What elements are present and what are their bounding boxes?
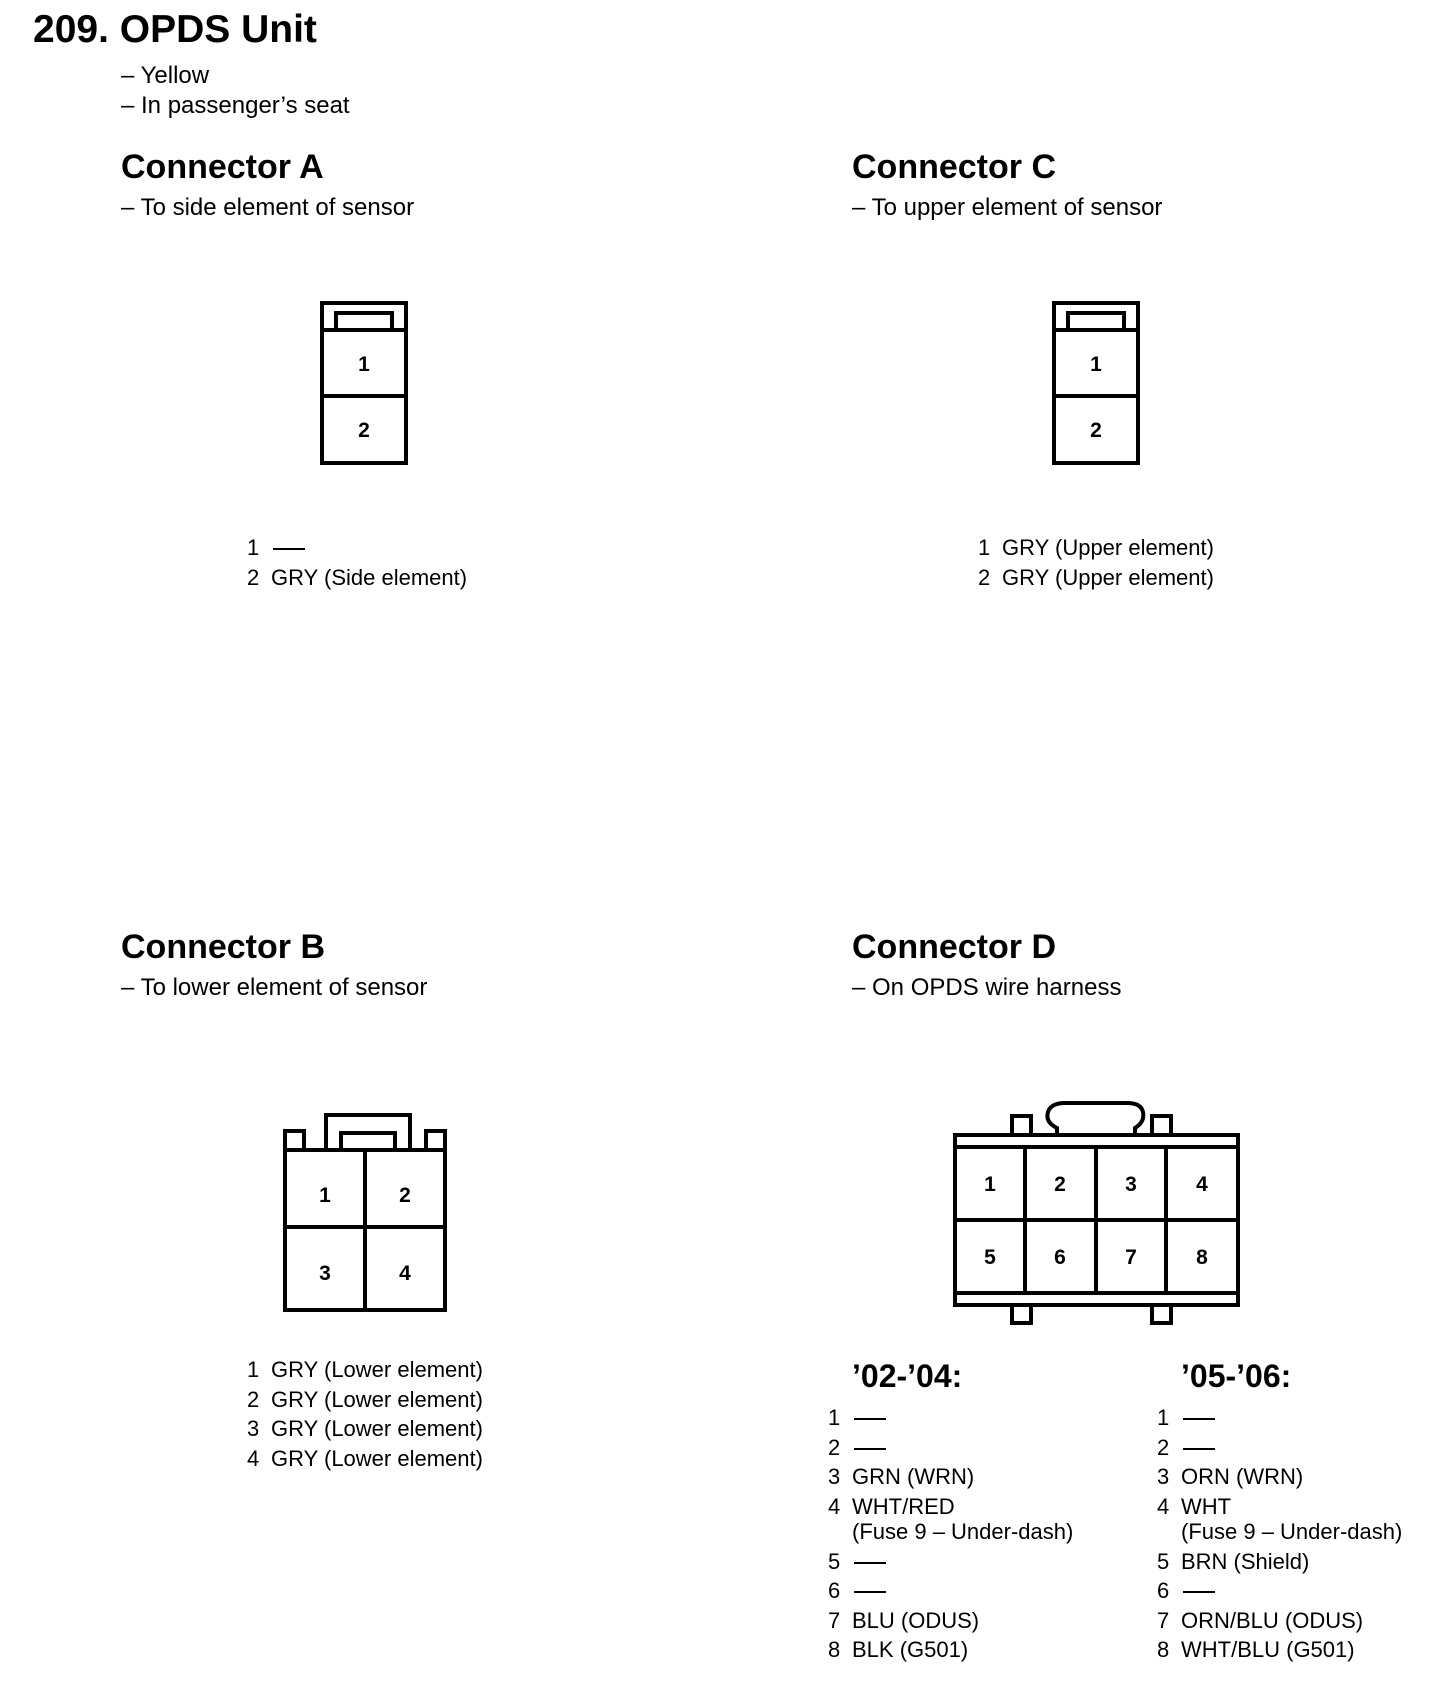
connector-c-subtitle: – To upper element of sensor — [852, 194, 1163, 221]
connector-d-latch — [1047, 1103, 1143, 1135]
pin-number: 1 — [828, 1405, 841, 1430]
pin-number: 3 — [1157, 1464, 1170, 1489]
pin-row — [828, 1635, 1073, 1665]
pin-row — [247, 1444, 483, 1474]
connector-d-bottom-left-tab — [1012, 1305, 1031, 1323]
connector-b-left-tab — [285, 1131, 304, 1150]
pin-wire: GRY (Upper element) — [1002, 564, 1214, 590]
pin-wire: GRY (Lower element) — [271, 1445, 483, 1471]
pin-wire: WHT — [1181, 1493, 1232, 1519]
pin-row — [247, 1385, 483, 1415]
page-title: 209. OPDS Unit — [33, 8, 317, 51]
pin-wire: BRN (Shield) — [1181, 1548, 1310, 1574]
pin-number: 2 — [247, 564, 260, 590]
empty-pin-dash — [852, 1433, 886, 1463]
connector-b-title: Connector B — [121, 928, 325, 966]
connector-a-title: Connector A — [121, 148, 324, 186]
connector-b-diagram — [275, 1100, 455, 1320]
pin-row — [828, 1547, 1073, 1577]
connector-b-cell-4: 4 — [399, 1262, 411, 1285]
connector-b-subtitle: – To lower element of sensor — [121, 974, 428, 1001]
connector-b-right-tab — [426, 1131, 445, 1150]
connector-a-latch — [336, 313, 392, 330]
pin-note: (Fuse 9 – Under-dash) — [852, 1519, 1074, 1544]
pin-row — [978, 563, 1214, 593]
year-range-label: ’05-’06: — [1181, 1358, 1292, 1394]
pin-number: 7 — [828, 1607, 841, 1633]
color-note: – Yellow — [121, 62, 210, 89]
connector-d-top-right-tab — [1152, 1116, 1171, 1135]
connector-d-cell-7: 7 — [1125, 1246, 1137, 1269]
pin-number: 2 — [247, 1386, 260, 1412]
pin-number: 1 — [978, 535, 991, 560]
pin-note: (Fuse 9 – Under-dash) — [1181, 1519, 1403, 1544]
connector-d-late-pin-list — [1157, 1403, 1402, 1665]
connector-c-diagram — [1042, 295, 1142, 475]
connector-d-cell-1: 1 — [984, 1173, 996, 1196]
pin-number: 3 — [247, 1416, 260, 1441]
location-note: – In passenger’s seat — [121, 92, 350, 119]
pin-row — [978, 533, 1214, 563]
pin-wire: WHT/BLU (G501) — [1181, 1637, 1355, 1662]
pin-row — [247, 1355, 483, 1385]
connector-a-cell-2: 2 — [358, 419, 370, 442]
connector-d-cell-6: 6 — [1054, 1246, 1066, 1269]
pin-wire: BLU (ODUS) — [852, 1607, 980, 1633]
connector-c-cell-1: 1 — [1090, 353, 1102, 376]
pin-number: 5 — [1157, 1548, 1170, 1574]
pin-wire: GRN (WRN) — [852, 1464, 975, 1489]
pin-number: 1 — [1157, 1405, 1170, 1430]
connector-b-cell-3: 3 — [319, 1262, 331, 1285]
connector-a-subtitle: – To side element of sensor — [121, 194, 415, 221]
pin-wire: WHT/RED — [852, 1493, 955, 1519]
pin-wire: GRY (Lower element) — [271, 1357, 483, 1382]
pin-number: 8 — [828, 1637, 841, 1662]
year-range-label: ’02-’04: — [852, 1358, 963, 1394]
connector-d-cell-4: 4 — [1196, 1173, 1208, 1196]
connector-d-cell-8: 8 — [1196, 1246, 1208, 1269]
pin-row — [828, 1606, 1073, 1636]
connector-d-title: Connector D — [852, 928, 1056, 966]
pin-number: 1 — [247, 1357, 260, 1382]
pin-number: 3 — [828, 1464, 841, 1489]
connector-b-pin-list — [247, 1355, 483, 1473]
pin-row — [1157, 1462, 1402, 1492]
pin-row — [1157, 1635, 1402, 1665]
pin-wire: GRY (Lower element) — [271, 1386, 483, 1412]
pin-number: 8 — [1157, 1637, 1170, 1662]
connector-b-cell-1: 1 — [319, 1184, 331, 1207]
connector-d-diagram — [945, 1090, 1245, 1325]
pin-row — [1157, 1576, 1402, 1606]
connector-c-latch — [1068, 313, 1124, 330]
pin-row — [828, 1433, 1073, 1463]
pin-row — [247, 563, 467, 593]
pin-wire: GRY (Lower element) — [271, 1416, 483, 1441]
connector-a-cell-1: 1 — [358, 353, 370, 376]
connector-d-cell-3: 3 — [1125, 1173, 1137, 1196]
connector-a-pin-list — [247, 533, 467, 592]
pin-wire: ORN (WRN) — [1181, 1464, 1304, 1489]
empty-pin-dash — [1181, 1433, 1215, 1463]
empty-pin-dash — [852, 1403, 886, 1433]
pin-row — [247, 533, 467, 563]
connector-c-cell-2: 2 — [1090, 419, 1102, 442]
empty-pin-dash — [852, 1547, 886, 1577]
pin-row — [1157, 1403, 1402, 1433]
connector-d-cell-5: 5 — [984, 1246, 996, 1269]
pin-row — [828, 1403, 1073, 1433]
pin-number: 4 — [247, 1445, 260, 1471]
connector-c-title: Connector C — [852, 148, 1056, 186]
pin-row — [1157, 1433, 1402, 1463]
pin-number: 5 — [828, 1548, 841, 1574]
pin-number: 2 — [978, 564, 991, 590]
pin-wire: ORN/BLU (ODUS) — [1181, 1607, 1364, 1633]
empty-pin-dash — [271, 533, 305, 563]
pin-number: 7 — [1157, 1607, 1170, 1633]
pin-row — [1157, 1547, 1402, 1577]
pin-row — [828, 1576, 1073, 1606]
pin-row — [1157, 1606, 1402, 1636]
connector-a-diagram — [310, 295, 410, 475]
connector-d-bottom-right-tab — [1152, 1305, 1171, 1323]
connector-d-cell-2: 2 — [1054, 1173, 1066, 1196]
pin-number: 2 — [828, 1434, 841, 1460]
pin-number: 1 — [247, 535, 260, 560]
connector-d-subtitle: – On OPDS wire harness — [852, 974, 1122, 1001]
connector-c-pin-list — [978, 533, 1214, 592]
connector-d-top-left-tab — [1012, 1116, 1031, 1135]
empty-pin-dash — [852, 1576, 886, 1606]
pin-wire: BLK (G501) — [852, 1637, 969, 1662]
connector-b-cell-2: 2 — [399, 1184, 411, 1207]
pin-number: 2 — [1157, 1434, 1170, 1460]
pin-wire: GRY (Side element) — [271, 564, 468, 590]
pin-number: 6 — [1157, 1578, 1170, 1603]
pin-row — [247, 1414, 483, 1444]
pin-number: 4 — [1157, 1493, 1170, 1519]
connector-d-early-pin-list — [828, 1403, 1073, 1665]
empty-pin-dash — [1181, 1403, 1215, 1433]
pin-number: 4 — [828, 1493, 841, 1519]
heading-notes — [121, 61, 350, 121]
pin-wire: GRY (Upper element) — [1002, 535, 1214, 560]
pin-row — [828, 1462, 1073, 1492]
empty-pin-dash — [1181, 1576, 1215, 1606]
pin-number: 6 — [828, 1578, 841, 1603]
